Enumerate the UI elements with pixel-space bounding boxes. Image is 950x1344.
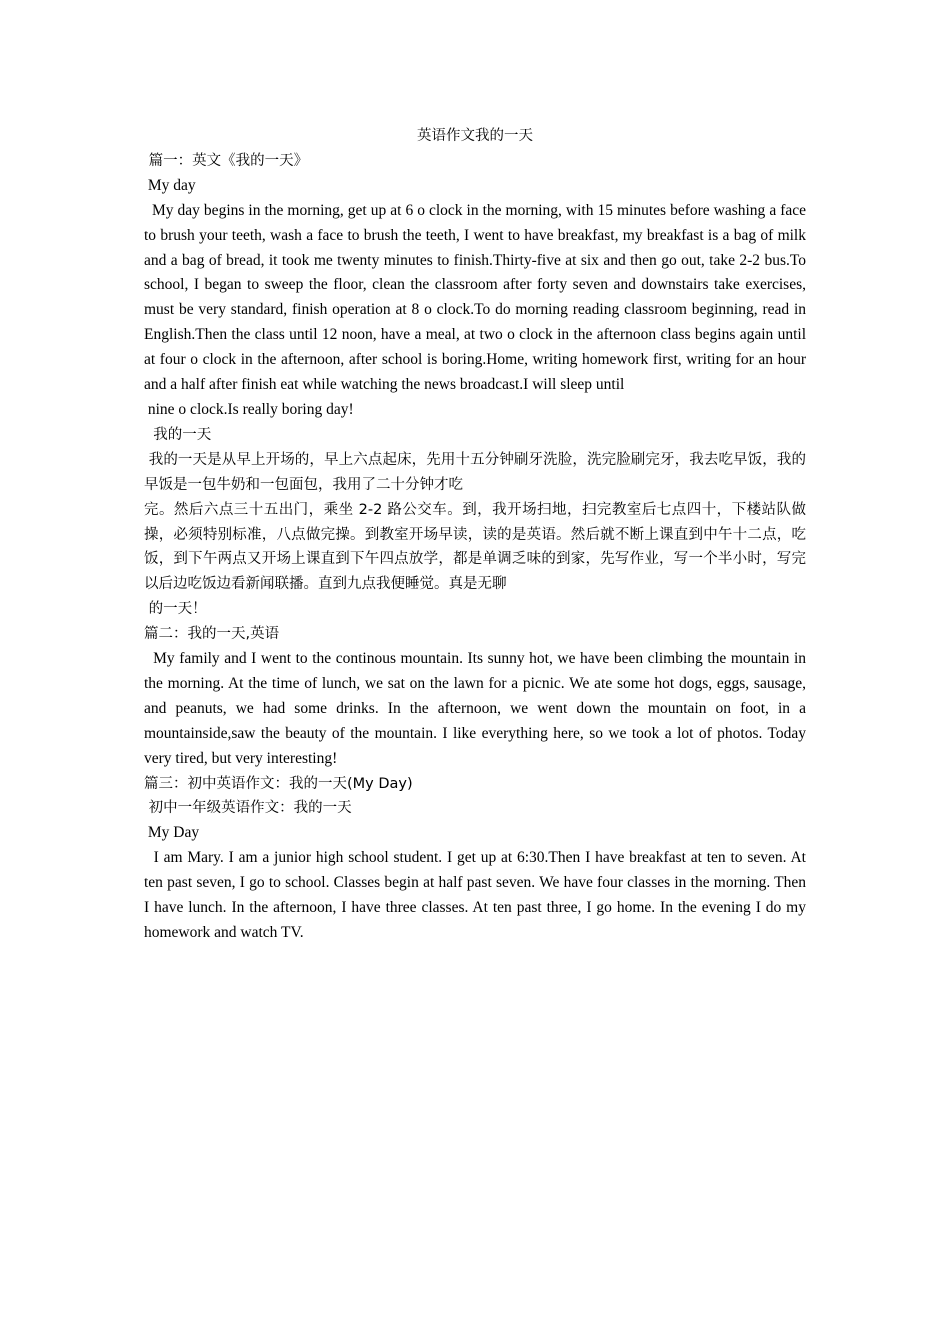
subheading-my-day: My day: [144, 176, 196, 194]
paragraph-chinese-1-cont: 完。然后六点三十五出门，乘坐 2-2 路公交车。到，我开场扫地，扫完教室后七点四十，下楼站队做操，必须特别标准，八点做完操。到教室开场早读，读的是英语。然后就不断上课直到中午十二点，吃饭，到下午两点又开场上课直到下午四点放学，都是单调乏味的到家，先写作业，写一个半小时，写完以后边吃饭边看新闻联播。直到九点我便睡觉。真是无聊: [144, 501, 806, 593]
document-page: [144, 124, 810, 946]
paragraph-english-1-end: nine o clock.Is really boring day!: [144, 400, 354, 418]
paragraph-chinese-1: 我的一天是从早上开场的，早上六点起床，先用十五分钟刷牙洗脸，洗完脸刷完牙，我去吃早饭，我的早饭是一包牛奶和一包面包，我用了二十分钟才吃: [144, 451, 806, 493]
paragraph-english-1: My day begins in the morning, get up at 6 o clock in the morning, with 15 minutes before washing a face to brush your teeth, wash a face to brush the teeth, I went to have breakfast, my breakfast is a bag of milk and a bag of bread, it took me twenty minutes to finish.Thirty-five at six and then go out, take 2-2 bus.To school, I began to sweep the floor, clean the classroom after forty seven and downstairs take exercises, must be very standard, finish operation at 8 o clock.To do morning reading classroom beginning, read in English.Then the class until 12 noon, have a meal, at two o clock in the afternoon class begins again until at four o clock in the afternoon, after school is boring.Home, writing homework first, writing for an hour and a half after finish eat while watching the news broadcast.I will sleep until: [144, 201, 810, 394]
subheading-chinese-my-day: 我的一天: [144, 426, 212, 443]
paragraph-english-2: My family and I went to the continous mountain. Its sunny hot, we have been climbing the mountain in the morning. At the time of lunch, we sat on the lawn for a picnic. We ate some hot dogs, eggs, sausage, and peanuts, we had some drinks. In the afternoon, we went down the mountain on foot, in a mountainside,saw the beauty of the mountain. I like everything here, so we took a lot of photos. Today very tired, but very interesting!: [144, 650, 810, 767]
subheading-my-day-2: My Day: [144, 824, 200, 842]
paragraph-chinese-1-end: 的一天！: [144, 601, 207, 618]
document-title: 英语作文我的一天: [417, 128, 533, 144]
section-heading-1: 篇一：英文《我的一天》: [144, 152, 309, 169]
section-heading-3: 篇三：初中英语作文：我的一天(My Day): [144, 775, 413, 792]
paragraph-english-3: I am Mary. I am a junior high school student. I get up at 6:30.Then I have breakfast at ten to seven. At ten past seven, I go to school. Classes begin at half past seven. We have four classes in the morning. Then I have lunch. In the afternoon, I have three classes. At ten past three, I go home. In the evening I do my homework and watch TV.: [144, 849, 810, 941]
section-heading-2: 篇二：我的一天,英语: [144, 626, 280, 643]
subheading-grade-one: 初中一年级英语作文：我的一天: [144, 800, 352, 817]
